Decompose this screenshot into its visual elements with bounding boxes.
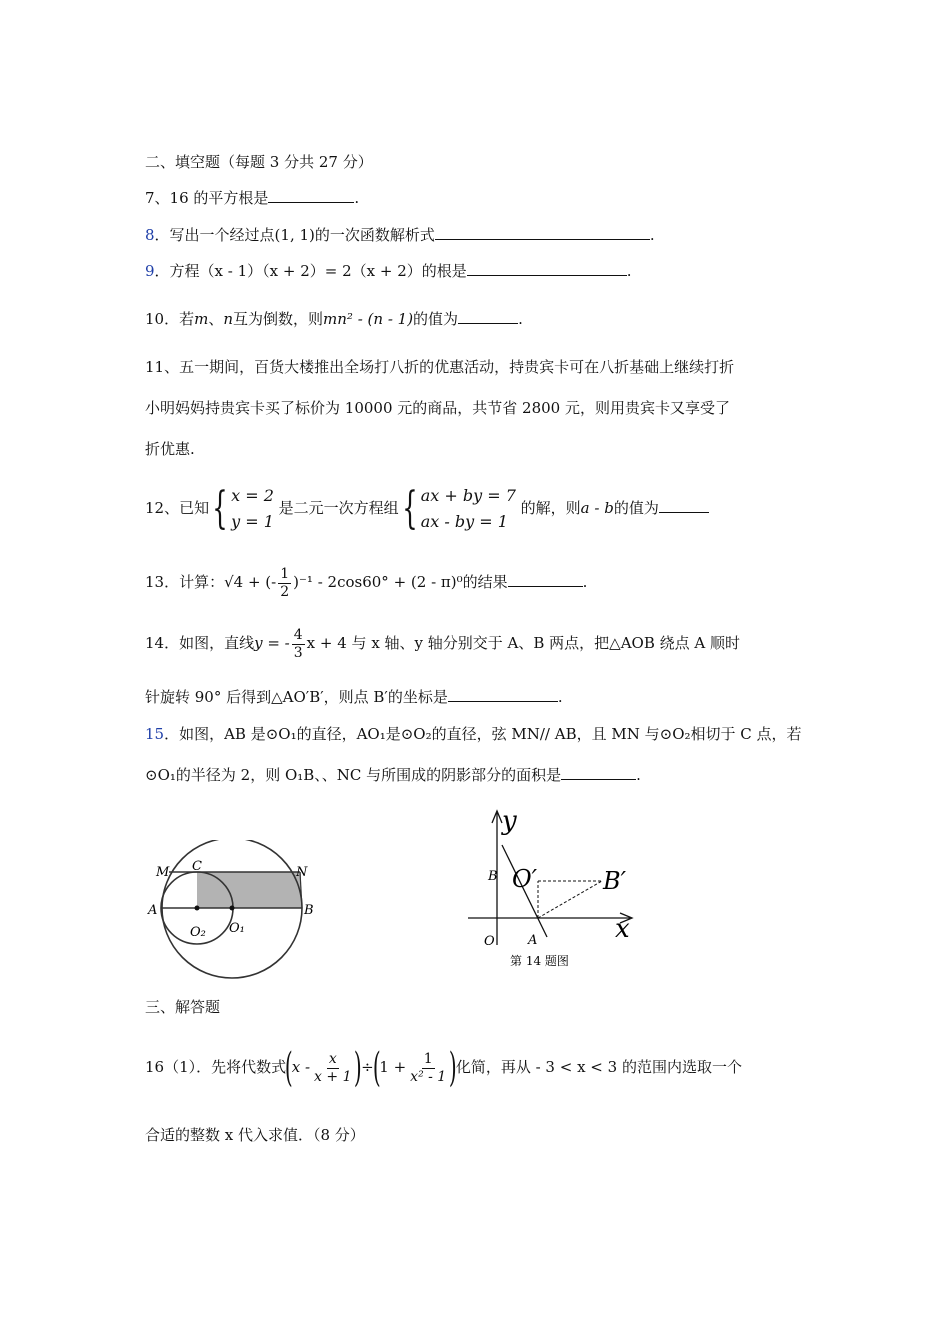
label-b: B xyxy=(304,903,314,918)
question-16-line1: 16（1）．先将代数式(x - $\frac{x}{x + 1}$ )÷(1 + $\frac{1}{\text{x² - 1}}$ )化简，再从 - 3 < x < 3 的范围内选取一个 xyxy=(145,1045,742,1091)
question-16-line2: 合适的整数 x 代入求值．（8 分） xyxy=(145,1126,365,1144)
label-y: y xyxy=(502,806,517,836)
label-n: N xyxy=(296,865,308,880)
question-11-line2: 小明妈妈持贵宾卡买了标价为 10000 元的商品，共节省 2800 元，则用贵宾卡又享受了 xyxy=(145,399,730,417)
question-9: 9．方程（x - 1）（x + 2）= 2（x + 2）的根是 . xyxy=(145,262,632,280)
question-11-line1: 11、五一期间，百货大楼推出全场打八折的优惠活动，持贵宾卡可在八折基础上继续打折 xyxy=(145,358,735,376)
question-14-line2: 针旋转 90° 后得到△AO′B′，则点 B′的坐标是 . xyxy=(145,688,563,706)
shaded-region xyxy=(197,872,301,908)
label-m: M xyxy=(156,865,170,880)
label-o-prime: O′ xyxy=(512,865,538,893)
label-a: A xyxy=(528,933,538,948)
label-c: C xyxy=(192,859,202,874)
figure-caption: 第 14 题图 xyxy=(510,954,569,968)
question-10: 10．若m、n互为倒数，则mn² - (n - 1)的值为 . xyxy=(145,310,523,328)
point-o1 xyxy=(230,906,235,911)
label-b: B xyxy=(488,869,498,884)
point-o2 xyxy=(195,906,200,911)
label-b-prime: B′ xyxy=(603,867,627,895)
segment-a-b-prime xyxy=(538,881,602,918)
label-x: x xyxy=(615,914,630,944)
question-13: 13．计算：√4 + (- $\frac{1}{2}$ )⁻¹ - 2cos60° + (2 - π)⁰的结果 . xyxy=(145,565,588,600)
figure-15-circles xyxy=(140,840,330,990)
question-12: 12、已知{ x = 2 y = 1 是二元一次方程组{ ax + by = 7 ax - by = 1 的解，则a - b的值为 xyxy=(145,478,709,538)
question-11-line3: 折优惠. xyxy=(145,440,195,458)
section2-heading: 二、填空题（每题 3 分共 27 分） xyxy=(145,153,373,171)
question-8: 8．写出一个经过点(1, 1)的一次函数解析式 . xyxy=(145,226,655,244)
question-7: 7、16 的平方根是 . xyxy=(145,189,360,207)
label-o: O xyxy=(484,934,495,949)
question-15-line2: ⊙O₁的半径为 2，则 O₁B、、NC 与所围成的阴影部分的面积是 . xyxy=(145,766,641,784)
label-o1: O₁ xyxy=(229,921,245,936)
label-o2: O₂ xyxy=(190,925,206,940)
figure-14-graph xyxy=(460,805,650,975)
section3-heading: 三、解答题 xyxy=(145,998,221,1016)
label-a: A xyxy=(148,903,158,918)
question-15-line1: 15．如图，AB 是⊙O₁的直径，AO₁是⊙O₂的直径，弦 MN// AB，且 MN 与⊙O₂相切于 C 点，若 xyxy=(145,725,802,743)
question-14-line1: 14．如图，直线y = - $\frac{4}{3}$ x + 4 与 x 轴、y 轴分别交于 A、B 两点，把△AOB 绕点 A 顺时 xyxy=(145,626,741,661)
